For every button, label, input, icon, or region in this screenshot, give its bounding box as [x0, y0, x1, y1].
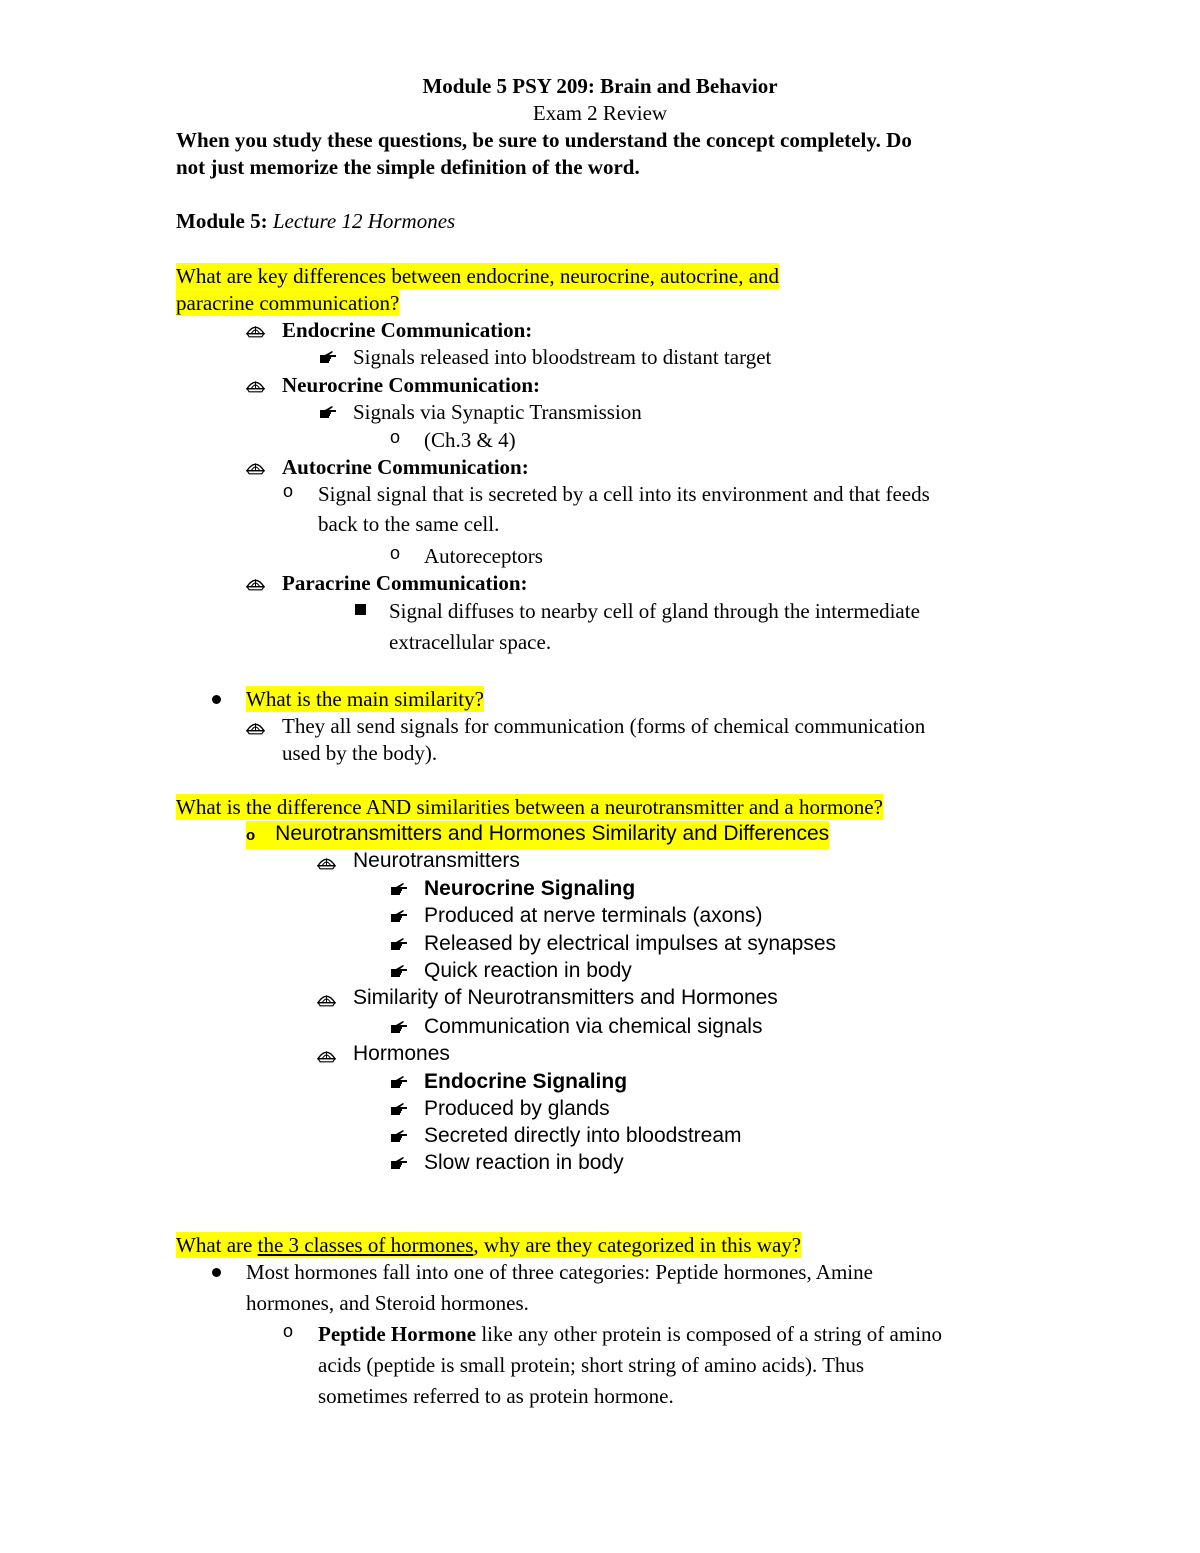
module-label: Module 5: — [176, 209, 268, 233]
umbrella-bullet-icon — [246, 576, 265, 591]
autocrine-heading: Autocrine Communication: — [282, 455, 529, 479]
hand-pointer-bullet-icon — [390, 937, 408, 951]
umbrella-bullet-icon — [317, 992, 336, 1007]
neurotransmitters-heading: Neurotransmitters — [353, 849, 520, 872]
question-3: What is the difference AND similarities between a neurotransmitter and a hormone? — [176, 795, 883, 819]
square-bullet-icon — [355, 604, 366, 615]
similarity-item: Communication via chemical signals — [424, 1015, 763, 1038]
categories-line-2: hormones, and Steroid hormones. — [246, 1291, 529, 1315]
circle-bullet-icon: o — [390, 427, 401, 447]
dot-bullet-icon — [212, 1268, 221, 1277]
document-subtitle: Exam 2 Review — [532, 101, 668, 125]
hand-pointer-bullet-icon — [390, 882, 408, 896]
circle-bullet-icon: o — [283, 481, 294, 501]
hand-pointer-bullet-icon — [390, 1156, 408, 1170]
peptide-description: like any other protein is composed of a string of amino — [476, 1322, 943, 1346]
similarity-heading: Similarity of Neurotransmitters and Hormones — [353, 986, 778, 1009]
nt-item: Quick reaction in body — [424, 959, 632, 982]
nt-item: Produced at nerve terminals (axons) — [424, 904, 763, 927]
lecture-title: Lecture 12 Hormones — [272, 209, 456, 233]
question-4-link: the 3 classes of hormones — [257, 1233, 474, 1257]
paracrine-item-line-1: Signal diffuses to nearby cell of gland through the intermediate — [389, 599, 920, 623]
document-title: Module 5 PSY 209: Brain and Behavior — [422, 74, 778, 98]
autocrine-subitem: Autoreceptors — [424, 544, 543, 568]
endocrine-heading: Endocrine Communication: — [282, 318, 533, 342]
hand-pointer-bullet-icon — [319, 405, 337, 419]
question-4-pre: What are — [176, 1233, 258, 1257]
umbrella-bullet-icon — [246, 378, 265, 393]
nt-item: Released by electrical impulses at synapses — [424, 932, 837, 955]
hand-pointer-bullet-icon — [390, 1102, 408, 1116]
paracrine-heading: Paracrine Communication: — [282, 571, 528, 595]
umbrella-bullet-icon — [246, 720, 265, 735]
question-1-line-2: paracrine communication? — [176, 291, 400, 315]
module-heading — [176, 208, 455, 234]
hormone-item: Slow reaction in body — [424, 1151, 624, 1174]
question-4-post: , why are they categorized in this way? — [473, 1233, 802, 1257]
hand-pointer-bullet-icon — [390, 1075, 408, 1089]
instruction-line-1: When you study these questions, be sure to understand the concept completely. Do — [176, 128, 912, 152]
umbrella-bullet-icon — [317, 1048, 336, 1063]
hand-pointer-bullet-icon — [390, 1129, 408, 1143]
instruction-line-2: not just memorize the simple definition of the word. — [176, 155, 640, 179]
hand-pointer-bullet-icon — [390, 964, 408, 978]
peptide-line-1 — [318, 1321, 942, 1347]
question-4 — [176, 1232, 801, 1258]
hand-pointer-bullet-icon — [390, 1020, 408, 1034]
dot-bullet-icon — [212, 695, 221, 704]
hormone-item: Produced by glands — [424, 1097, 610, 1120]
umbrella-bullet-icon — [246, 460, 265, 475]
peptide-line-3: sometimes referred to as protein hormone. — [318, 1384, 674, 1408]
neurocrine-subitem: (Ch.3 & 4) — [424, 428, 516, 452]
circle-bullet-icon: o — [283, 1321, 294, 1341]
hand-pointer-bullet-icon — [319, 350, 337, 364]
umbrella-bullet-icon — [317, 855, 336, 870]
answer-2-line-1: They all send signals for communication (forms of chemical communication — [282, 714, 926, 738]
autocrine-item-line-1: Signal signal that is secreted by a cell into its environment and that feeds — [318, 482, 930, 506]
hand-pointer-bullet-icon — [390, 909, 408, 923]
categories-line-1: Most hormones fall into one of three categories: Peptide hormones, Amine — [246, 1260, 873, 1284]
section-heading: Neurotransmitters and Hormones Similarity and Differences — [275, 822, 830, 845]
question-1-line-1: What are key differences between endocrine, neurocrine, autocrine, and — [176, 264, 780, 288]
section-heading-highlight — [246, 821, 829, 849]
neurocrine-heading: Neurocrine Communication: — [282, 373, 540, 397]
answer-2-line-2: used by the body). — [282, 741, 438, 765]
peptide-line-2: acids (peptide is small protein; short string of amino acids). Thus — [318, 1353, 865, 1377]
umbrella-bullet-icon — [246, 323, 265, 338]
autocrine-item-line-2: back to the same cell. — [318, 512, 500, 536]
circle-bullet-icon: o — [246, 827, 256, 844]
circle-bullet-icon: o — [390, 543, 401, 563]
hormone-item: Endocrine Signaling — [424, 1070, 628, 1093]
neurocrine-item: Signals via Synaptic Transmission — [353, 400, 642, 424]
nt-item: Neurocrine Signaling — [424, 877, 636, 900]
paracrine-item-line-2: extracellular space. — [389, 630, 552, 654]
hormone-item: Secreted directly into bloodstream — [424, 1124, 742, 1147]
hormones-heading: Hormones — [353, 1042, 450, 1065]
peptide-term: Peptide Hormone — [318, 1322, 477, 1346]
question-2: What is the main similarity? — [246, 687, 484, 711]
endocrine-item: Signals released into bloodstream to distant target — [353, 345, 772, 369]
